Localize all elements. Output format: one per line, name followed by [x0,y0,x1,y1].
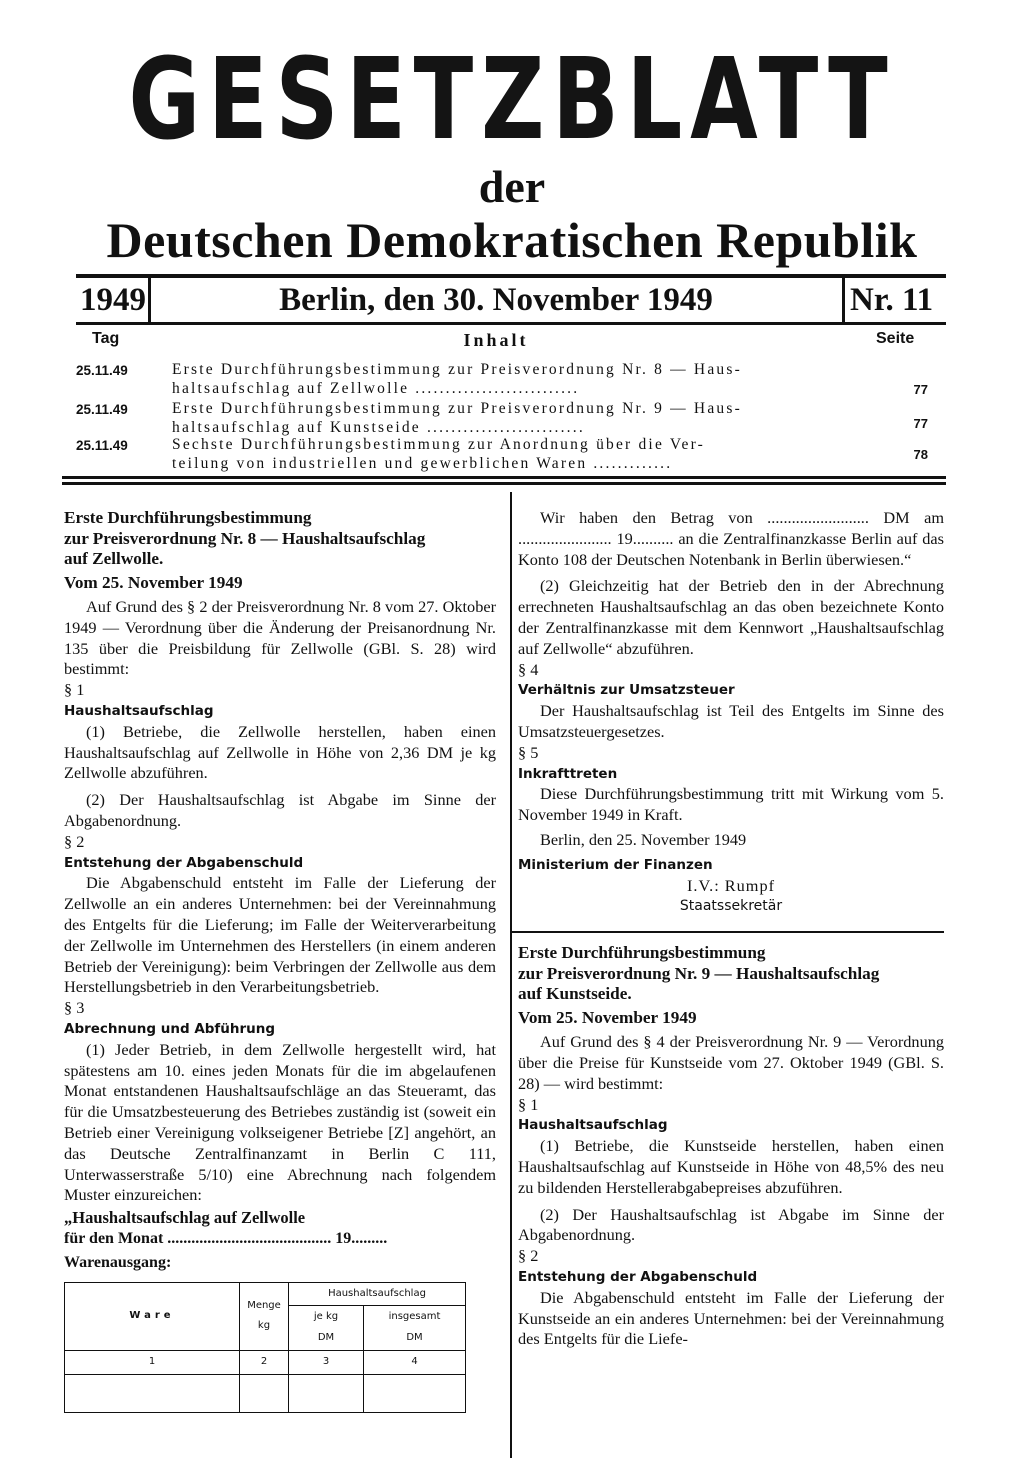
decree-1-heading: zur Preisverordnung Nr. 8 — Haushaltsaufschlag [64,528,426,548]
warenausgang-table [64,1282,466,1413]
d2-section-2-number: § 2 [518,1246,539,1266]
signature-title: Staatssekretär [679,898,783,915]
col-ware: Ware [65,1282,240,1350]
decree-2-date: Vom 25. November 1949 [518,1007,697,1027]
issue-number: Nr. 11 [850,282,934,318]
section-5-title: Inkrafttreten [518,765,618,782]
decree-1-heading: auf Zellwolle. [64,549,164,568]
section-3-para-2: (2) Gleichzeitig hat der Betrieb den in der Abrechnung errechneten Haushaltsaufschlag an das oben bezeichnete Konto der Zentralfinanzkasse mit dem Kennwort „Haushaltsaufschlag auf Zellwolle“ abzuführen. [518,576,944,658]
col-je-kg-unit: DM [317,1332,335,1344]
issue-place-date: Berlin, den 30. November 1949 [279,282,713,318]
signature-place-date: Berlin, den 25. November 1949 [540,829,747,849]
toc-title: Inhalt [463,330,529,350]
toc-entry-page: 77 [913,382,928,397]
section-2-number: § 2 [64,831,85,851]
col-index: 4 [364,1351,466,1375]
toc-entry [76,399,928,439]
section-4-title: Verhältnis zur Umsatzsteuer [518,682,735,699]
signature-signer: I.V.: Rumpf [686,875,776,895]
toc-entry-text [172,435,822,473]
toc-entry-date: 25.11.49 [76,363,128,378]
section-3-para-1: (1) Jeder Betrieb, in dem Zellwolle hergestellt wird, hat spätestens am 10. eines jeden Monats für die im abgelaufenen Monat entstandenen Haushaltsaufschläge an das Steueramt, das für die Umsatzbesteuerung des Betriebes zuständig ist (soweit ein Betrieb einer Vereinigung volkseigener Betriebe [Z] angehört, an das Deutsche Zentralfinanzamt in Berlin C 111, Unterwasserstraße 5/10) eine Abrechnung nach folgendem Muster einzureichen: [64,1039,496,1205]
d2-section-1-para-1: (1) Betriebe, die Kunstseide herstellen, haben einen Haushaltsaufschlag auf Kunstseide in Höhe von 48,5% des neu zu bildenden Herstellerabgabepreises abzuführen. [518,1136,944,1197]
gazette-title: GESETZBLATT [128,35,896,165]
toc-entry-page: 78 [913,447,928,462]
toc-entry-line: Erste Durchführungsbestimmung zur Preisverordnung Nr. 9 — Haus- [172,400,742,417]
toc-entry [76,360,928,400]
toc-entry-text [172,399,822,437]
signature-ministry: Ministerium der Finanzen [518,856,713,873]
toc-entry-line: Erste Durchführungsbestimmung zur Preisverordnung Nr. 8 — Haus- [172,361,742,378]
decree-2-heading: auf Kunstseide. [518,984,632,1004]
form-warenausgang: Warenausgang: [64,1254,172,1272]
section-3-number: § 3 [64,998,85,1018]
col-index: 3 [289,1351,364,1375]
toc-col-page: Seite [876,330,915,347]
toc-rule-2 [62,482,946,485]
right-column [518,508,944,1350]
d2-section-1-number: § 1 [518,1094,539,1114]
decree-1-intro: Auf Grund des § 2 der Preisverordnung Nr. 8 vom 27. Oktober 1949 — Verordnung über die Änderung der Preisanordnung Nr. 135 über die Preisbildung für Zellwolle (GBl. S. 28) wird bestimmt: [64,597,496,679]
col-je-kg [289,1306,364,1351]
section-2-para-1: Die Abgabenschuld entsteht im Falle der Lieferung der Zellwolle an ein anderes Unternehmen: bei der Vereinnahmung des Entgelts für die Lieferung; im Falle der Weiterverarbeitung der Zellwolle im Unternehmen des Herstellers (in einem anderen Betrieb der Vereinigung): beim Verbringen der Zellwolle aus dem Herstellungsbetrieb in den Verarbeitungsbetrieb. [64,873,496,997]
section-4-para-1: Der Haushaltsaufschlag ist Teil des Entgelts im Sinne des Umsatzsteuergesetzes. [518,701,944,741]
decree-separator [512,931,944,933]
toc-entry-text [172,360,822,398]
section-3-title: Abrechnung und Abführung [64,1020,276,1037]
toc-col-day: Tag [92,330,120,347]
section-4-number: § 4 [518,659,539,679]
section-1-para-1: (1) Betriebe, die Zellwolle herstellen, haben einen Haushaltsaufschlag auf Zellwolle in Höhe von 2,36 DM je kg Zellwolle abzuführen. [64,721,496,783]
section-2-title: Entstehung der Abgabenschuld [64,854,304,871]
republic-name: Deutschen Demokratischen Republik [106,212,918,268]
form-closing: Wir haben den Betrag von ......................... DM am ....................... 19.......... an die Zentralfinanzkasse Berlin auf das Konto 108 der Deutschen Notenbank in Berlin überwiesen.“ [518,508,944,569]
toc-entry [76,435,928,475]
form-title: „Haushaltsaufschlag auf Zellwolle [64,1208,306,1228]
toc-entry-line: Sechste Durchführungsbestimmung zur Anordnung über die Ver- [172,436,705,453]
form-month: für den Monat ......................................... 19......... [64,1229,388,1247]
decree-2-heading: Erste Durchführungsbestimmung [518,943,766,963]
toc-entry-line: haltsaufschlag auf Zellwolle ........................... [172,380,580,397]
section-5-para-1: Diese Durchführungsbestimmung tritt mit Wirkung vom 5. November 1949 in Kraft. [518,784,944,825]
decree-1-heading: Erste Durchführungsbestimmung [64,508,312,527]
d2-section-2-para-1: Die Abgabenschuld entsteht im Falle der Lieferung der Kunstseide an ein anderes Unternehmen: bei der Vereinnahmung des Entgelts für die Liefe- [518,1287,944,1349]
col-menge-unit: kg [257,1320,271,1332]
decree-2-intro: Auf Grund des § 4 der Preisverordnung Nr. 9 — Verordnung über die Preise für Kunstseide vom 27. Oktober 1949 (GBl. S. 28) — wird bestimmt: [518,1032,944,1093]
toc-entry-date: 25.11.49 [76,438,128,453]
section-1-para-2: (2) Der Haushaltsaufschlag ist Abgabe im Sinne der Abgabenordnung. [64,790,496,830]
column-divider [510,492,512,1458]
title-der: der [478,161,546,212]
rule-dateline-bottom [76,322,946,325]
toc-entry-date: 25.11.49 [76,402,128,417]
col-insgesamt-label: insgesamt [388,1311,441,1323]
issue-year: 1949 [80,282,146,318]
col-je-kg-label: je kg [313,1311,339,1323]
col-insgesamt [364,1306,466,1351]
decree-2-heading: zur Preisverordnung Nr. 9 — Haushaltsaufschlag [518,963,880,983]
d2-section-1-para-2: (2) Der Haushaltsaufschlag ist Abgabe im Sinne der Abgabenordnung. [518,1204,944,1245]
toc-entry-page: 77 [913,416,928,431]
rule-divider-right [842,278,845,324]
col-menge-label: Menge [247,1299,281,1311]
toc-rule-1 [62,476,946,479]
left-column [64,508,496,1413]
toc-entry-line: haltsaufschlag auf Kunstseide .......................... [172,419,585,436]
col-menge [240,1282,289,1350]
section-5-number: § 5 [518,742,539,762]
decree-1-date: Vom 25. November 1949 [64,572,243,592]
rule-top [76,274,946,278]
col-insgesamt-unit: DM [406,1332,423,1344]
d2-section-1-title: Haushaltsaufschlag [518,1117,668,1134]
masthead [0,35,1024,268]
toc-entry-line: teilung von industriellen und gewerblichen Waren ............. [172,455,673,472]
col-index: 1 [65,1351,240,1375]
section-1-number: § 1 [64,680,85,700]
d2-section-2-title: Entstehung der Abgabenschuld [518,1268,758,1285]
col-index: 2 [240,1351,289,1375]
section-1-title: Haushaltsaufschlag [64,702,214,719]
col-haushalt: Haushaltsaufschlag [289,1282,466,1306]
